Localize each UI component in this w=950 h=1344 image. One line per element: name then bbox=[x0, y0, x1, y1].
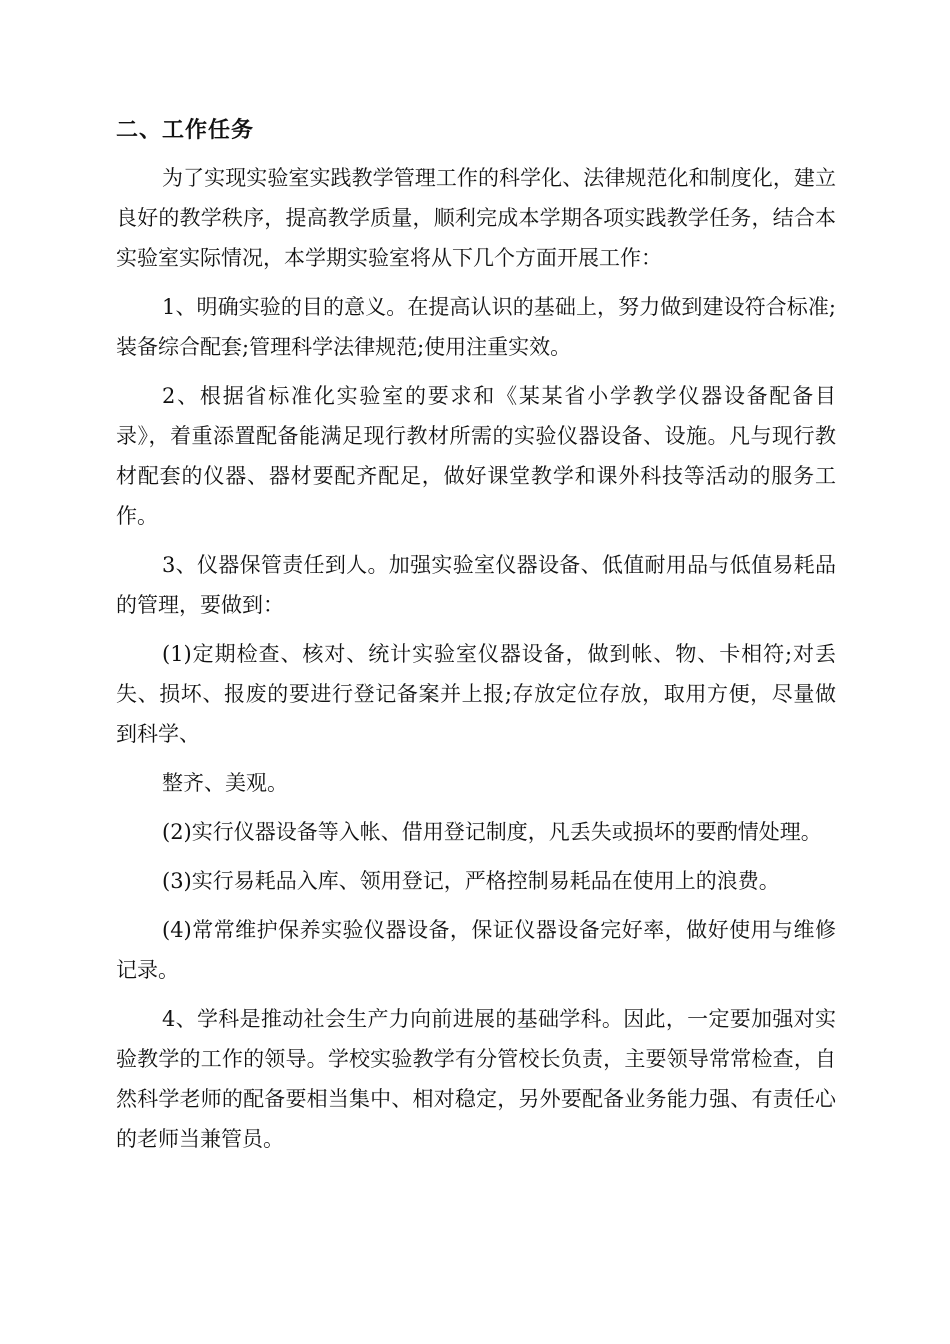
paragraph-subitem-1-continued: 整齐、美观。 bbox=[162, 771, 288, 795]
paragraph-intro: 为了实现实验室实践教学管理工作的科学化、法律规范化和制度化，建立良好的教学秩序，提高教学质量，顺利完成本学期各项实践教学任务，结合本实验室实际情况，本学期实验室将从下几个方面开展工作： bbox=[116, 166, 836, 270]
paragraph-item-1: 1、明确实验的目的意义。在提高认识的基础上，努力做到建设符合标准;装备综合配套;管理科学法律规范;使用注重实效。 bbox=[116, 295, 836, 359]
paragraph-item-3: 3、仪器保管责任到人。加强实验室仪器设备、低值耐用品与低值易耗品的管理，要做到： bbox=[116, 553, 836, 617]
paragraph-subitem-2: (2)实行仪器设备等入帐、借用登记制度，凡丢失或损坏的要酌情处理。 bbox=[162, 820, 822, 844]
document-page bbox=[116, 110, 836, 1168]
section-heading: 二、工作任务 bbox=[116, 118, 255, 143]
paragraph-item-4: 4、学科是推动社会生产力向前进展的基础学科。因此，一定要加强对实验教学的工作的领导。学校实验教学有分管校长负责，主要领导常常检查，自然科学老师的配备要相当集中、相对稳定，另外要配备业务能力强、有责任心的老师当兼管员。 bbox=[116, 1007, 836, 1151]
paragraph-item-2: 2、根据省标准化实验室的要求和《某某省小学教学仪器设备配备目录》，着重添置配备能满足现行教材所需的实验仪器设备、设施。凡与现行教材配套的仪器、器材要配齐配足，做好课堂教学和课外科技等活动的服务工作。 bbox=[116, 384, 836, 528]
paragraph-subitem-3: (3)实行易耗品入库、领用登记，严格控制易耗品在使用上的浪费。 bbox=[162, 869, 780, 893]
paragraph-subitem-1: (1)定期检查、核对、统计实验室仪器设备，做到帐、物、卡相符;对丢失、损坏、报废的要进行登记备案并上报;存放定位存放，取用方便，尽量做到科学、 bbox=[116, 642, 836, 746]
paragraph-subitem-4: (4)常常维护保养实验仪器设备，保证仪器设备完好率，做好使用与维修记录。 bbox=[116, 918, 836, 982]
